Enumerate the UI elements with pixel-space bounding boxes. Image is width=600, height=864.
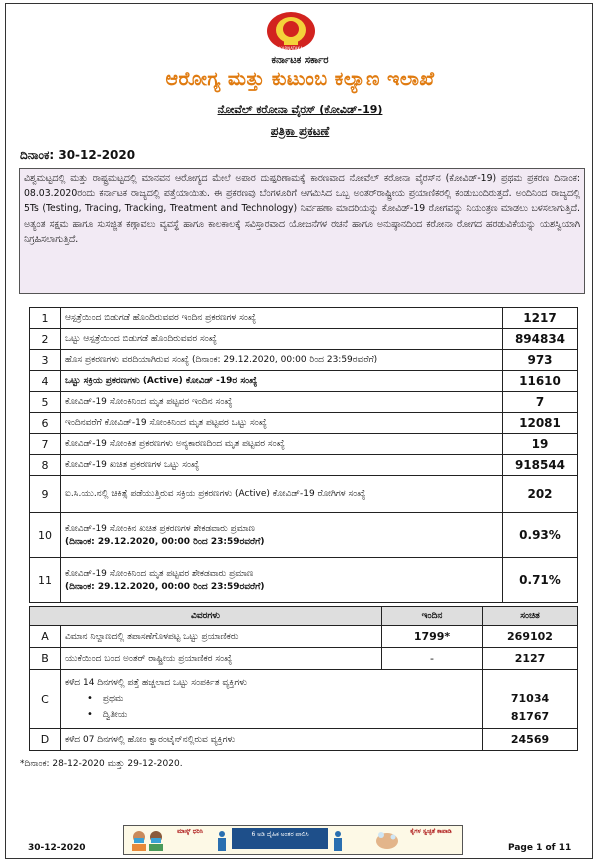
row-number: 9 <box>30 476 61 513</box>
row-value: 19 <box>503 434 578 455</box>
stats-table <box>29 307 578 603</box>
row-number: 8 <box>30 455 61 476</box>
table-row <box>30 558 578 603</box>
table-row <box>30 371 578 392</box>
table-row <box>30 308 578 329</box>
row-sublabel: (ದಿನಾಂಕ: 29.12.2020, 00:00 ರಿಂದ 23:59ರವರೆಗೆ) <box>65 581 265 592</box>
row-id: A <box>30 626 61 648</box>
row-values-cell <box>483 670 578 729</box>
row-value: 12081 <box>503 413 578 434</box>
subject-title: ನೋವೆಲ್ ಕರೋನಾ ವೈರಸ್ (ಕೋವಿಡ್-19) <box>217 103 383 116</box>
karnataka-emblem-icon <box>262 10 320 54</box>
row-label: ಒಟ್ಟು ಸಕ್ರಿಯ ಪ್ರಕರಣಗಳು (Active) ಕೋವಿಡ್ -19ರ ಸಂಖ್ಯೆ <box>61 371 503 392</box>
row-id: B <box>30 648 61 670</box>
secondary-contacts-value: 81767 <box>510 710 550 723</box>
row-number: 10 <box>30 513 61 558</box>
table-row <box>30 729 578 751</box>
row-label: ಐ.ಸಿ.ಯು.ನಲ್ಲಿ ಚಿಕಿತ್ಸೆ ಪಡೆಯುತ್ತಿರುವ ಸಕ್ರಿಯ ಪ್ರಕರಣಗಳು (Active) ಕೋವಿಡ್-19 ರೋಗಿಗಳ ಸಂಖ್ಯೆ <box>61 476 503 513</box>
footer-date: 30-12-2020 <box>28 843 86 853</box>
press-release-title: ಪತ್ರಿಕಾ ಪ್ರಕಟಣೆ <box>270 124 330 138</box>
row-sublabel: (ದಿನಾಂಕ: 29.12.2020, 00:00 ರಿಂದ 23:59ರವರೆಗೆ) <box>65 536 265 547</box>
row-today: 1799* <box>382 626 483 648</box>
row-label: ಕೋವಿಡ್-19 ಸೋಂಕಿನಿಂದ ಮೃತ ಪಟ್ಟವರ ಇಂದಿನ ಸಂಖ್ಯೆ <box>61 392 503 413</box>
row-label: ವಿಮಾನ ನಿಲ್ದಾಣದಲ್ಲಿ ತಪಾಸಣೆಗೊಳಪಟ್ಟ ಒಟ್ಟು ಪ್ರಯಾಣಿಕರು <box>61 626 382 648</box>
row-label: ಯುಕೆಯಿಂದ ಬಂದ ಅಂತರ್ ರಾಷ್ಟ್ರೀಯ ಪ್ರಯಾಣಿಕರ ಸಂಖ್ಯೆ <box>61 648 382 670</box>
row-label: ಕಳೆದ 14 ದಿನಗಳಲ್ಲಿ ಪತ್ತೆ ಹಚ್ಚಲಾದ ಒಟ್ಟು ಸಂಪರ್ಕಿತ ವ್ಯಕ್ತಿಗಳು <box>65 678 247 688</box>
row-total: 24569 <box>483 729 578 751</box>
row-number: 7 <box>30 434 61 455</box>
department-title: ಆರೋಗ್ಯ ಮತ್ತು ಕುಟುಂಬ ಕಲ್ಯಾಣ ಇಲಾಖೆ <box>165 68 435 90</box>
row-label: ಒಟ್ಟು ಆಸ್ಪತ್ರೆಯಿಂದ ಬಿಡುಗಡೆ ಹೊಂದಿರುವವರ ಸಂಖ್ಯೆ <box>61 329 503 350</box>
svg-text:KARNATAKA: KARNATAKA <box>279 46 303 51</box>
banner-mask-text: ಮಾಸ್ಕ್ ಧರಿಸಿ <box>177 828 203 835</box>
table-row <box>30 513 578 558</box>
person-icon <box>216 830 228 852</box>
row-number: 5 <box>30 392 61 413</box>
footnote: *ದಿನಾಂಕ: 28-12-2020 ಮತ್ತು 29-12-2020. <box>20 759 183 769</box>
masked-people-icon <box>128 829 168 851</box>
person-icon <box>332 830 344 852</box>
row-value: 202 <box>503 476 578 513</box>
row-id: C <box>30 670 61 729</box>
row-value: 0.71% <box>503 558 578 603</box>
row-number: 3 <box>30 350 61 371</box>
table-row <box>30 455 578 476</box>
table-row <box>30 413 578 434</box>
row-value: 0.93% <box>503 513 578 558</box>
row-label: ಕೋವಿಡ್-19 ಸೋಂಕಿನ ಖಚಿತ ಪ್ರಕರಣಗಳ ಶೇಕಡವಾರು ಪ್ರಮಾಣ <box>65 523 255 534</box>
header-cumulative: ಸಂಚಿತ <box>483 607 578 626</box>
row-number: 1 <box>30 308 61 329</box>
intro-paragraph: ವಿಶ್ವಮಟ್ಟದಲ್ಲಿ ಮತ್ತು ರಾಷ್ಟ್ರಮಟ್ಟದಲ್ಲಿ ಮಾನವನ ಆರೋಗ್ಯದ ಮೇಲೆ ಅಪಾರ ದುಷ್ಪರಿಣಾಮಕ್ಕೆ ಕಾರಣವಾದ ನೋವೆಲ್ ಕರೋನಾ ವೈರಸ್‌ನ (ಕೋವಿಡ್-19) ಪ್ರಥಮ ಪ್ರಕರಣ ದಿನಾಂಕ: 08.03.2020ರಂದು ಕರ್ನಾಟಕ ರಾಜ್ಯದಲ್ಲಿ ಪತ್ತೆಯಾಯಿತು. ಈ ಪ್ರಕರಣವು ಬೆಂಗಳೂರಿಗೆ ಆಗಮಿಸಿದ ಒಬ್ಬ ಅಂತರ್‌ರಾಷ್ಟ್ರೀಯ ಪ್ರಯಾಣಿಕರಲ್ಲಿ ಕಂಡುಬಂದಿರುತ್ತದೆ. ಅಂದಿನಿಂದ ರಾಜ್ಯದಲ್ಲಿ 5Ts (Testing, Tracing, Tracking, Treatment and Technology) ನಿರ್ವಹಣಾ ಮಾದರಿಯನ್ನು ಕೋವಿಡ್-19 ರೋಗವನ್ನು ನಿಯಂತ್ರಣ ಮಾಡಲು ಬಳಸಲಾಗುತ್ತಿದೆ. ಅತ್ಯಂತ ಸಕ್ಷಮ ಹಾಗೂ ಸುಸಜ್ಜಿತ ಕಣ್ಗಾವಲು ವ್ಯವಸ್ಥೆ ಹಾಗೂ ಕಾಲಕಾಲಕ್ಕೆ ಸವಿಸ್ತಾರವಾದ ಯೋಜನೆಗಳ ರಚನೆ ಹಾಗೂ ಅನುಷ್ಠಾನದಿಂದ ಕರೋನಾ ರೋಗದ ಹರಡುವಿಕೆಯನ್ನು ಯಶಸ್ವಿಯಾಗಿ ನಿಗ್ರಹಿಸಲಾಗುತ್ತಿದೆ. <box>19 168 585 294</box>
table-row <box>30 350 578 371</box>
row-today: - <box>382 648 483 670</box>
row-value: 11610 <box>503 371 578 392</box>
row-label: ಇಂದಿನವರೆಗೆ ಕೋವಿಡ್-19 ಸೋಂಕಿನಿಂದ ಮೃತ ಪಟ್ಟವರ ಒಟ್ಟು ಸಂಖ್ಯೆ <box>61 413 503 434</box>
page-number: Page 1 of 11 <box>508 843 572 853</box>
table-header-row <box>30 607 578 626</box>
table-row <box>30 329 578 350</box>
primary-contacts-value: 71034 <box>510 692 550 705</box>
table-row <box>30 434 578 455</box>
release-date: ದಿನಾಂಕ: 30-12-2020 <box>20 148 136 162</box>
hand-wash-icon <box>374 829 400 851</box>
row-label: ಹೊಸ ಪ್ರಕರಣಗಳು ವರದಿಯಾಗಿರುವ ಸಂಖ್ಯೆ (ದಿನಾಂಕ: 29.12.2020, 00:00 ರಿಂದ 23:59ರವರೆಗೆ) <box>61 350 503 371</box>
row-label-cell <box>61 558 503 603</box>
row-label: ಕಳೆದ 07 ದಿನಗಳಲ್ಲಿ ಹೋಂ ಕ್ವಾರಂಟೈನ್‌ನಲ್ಲಿರುವ ವ್ಯಕ್ತಿಗಳು <box>61 729 483 751</box>
table-row <box>30 626 578 648</box>
row-total: 2127 <box>483 648 578 670</box>
table-row <box>30 670 578 729</box>
row-number: 11 <box>30 558 61 603</box>
row-label: ಕೋವಿಡ್-19 ಖಚಿತ ಪ್ರಕರಣಗಳ ಒಟ್ಟು ಸಂಖ್ಯೆ <box>61 455 503 476</box>
table-row <box>30 648 578 670</box>
row-value: 1217 <box>503 308 578 329</box>
banner-hands-text: ಕೈಗಳ ಸ್ವಚ್ಛತೆ ಕಾಪಾಡಿ <box>410 828 452 835</box>
row-number: 6 <box>30 413 61 434</box>
row-value: 894834 <box>503 329 578 350</box>
row-value: 973 <box>503 350 578 371</box>
covid-safety-banner <box>123 825 463 855</box>
primary-contacts-label: • ಪ್ರಥಮ <box>87 693 478 704</box>
header-today: ಇಂದಿನ <box>382 607 483 626</box>
row-label: ಆಸ್ಪತ್ರೆಯಿಂದ ಬಿಡುಗಡೆ ಹೊಂದಿರುವವರ ಇಂದಿನ ಪ್ರಕರಣಗಳ ಸಂಖ್ಯೆ <box>61 308 503 329</box>
banner-distance-text: 6 ಅಡಿ ದೈಹಿಕ ಅಂತರ ಪಾಲಿಸಿ <box>232 828 328 849</box>
row-label: ಕೋವಿಡ್-19 ಸೋಂಕಿನಿಂದ ಮೃತ ಪಟ್ಟವರ ಶೇಕಡವಾರು ಪ್ರಮಾಣ <box>65 568 254 579</box>
row-value: 7 <box>503 392 578 413</box>
row-label: ಕೋವಿಡ್-19 ಸೋಂಕಿತ ಪ್ರಕರಣಗಳು ಅನ್ಯಕಾರಣದಿಂದ ಮೃತ ಪಟ್ಟವರ ಸಂಖ್ಯೆ <box>61 434 503 455</box>
government-title: ಕರ್ನಾಟಕ ಸರ್ಕಾರ <box>271 55 329 66</box>
row-number: 2 <box>30 329 61 350</box>
secondary-contacts-label: • ದ್ವಿತೀಯ <box>87 709 478 720</box>
row-value: 918544 <box>503 455 578 476</box>
row-label-cell <box>61 513 503 558</box>
travel-table <box>29 606 578 751</box>
table-row <box>30 392 578 413</box>
row-label-cell <box>61 670 483 729</box>
header-details: ವಿವರಗಳು <box>30 607 382 626</box>
table-row <box>30 476 578 513</box>
row-number: 4 <box>30 371 61 392</box>
row-total: 269102 <box>483 626 578 648</box>
row-id: D <box>30 729 61 751</box>
